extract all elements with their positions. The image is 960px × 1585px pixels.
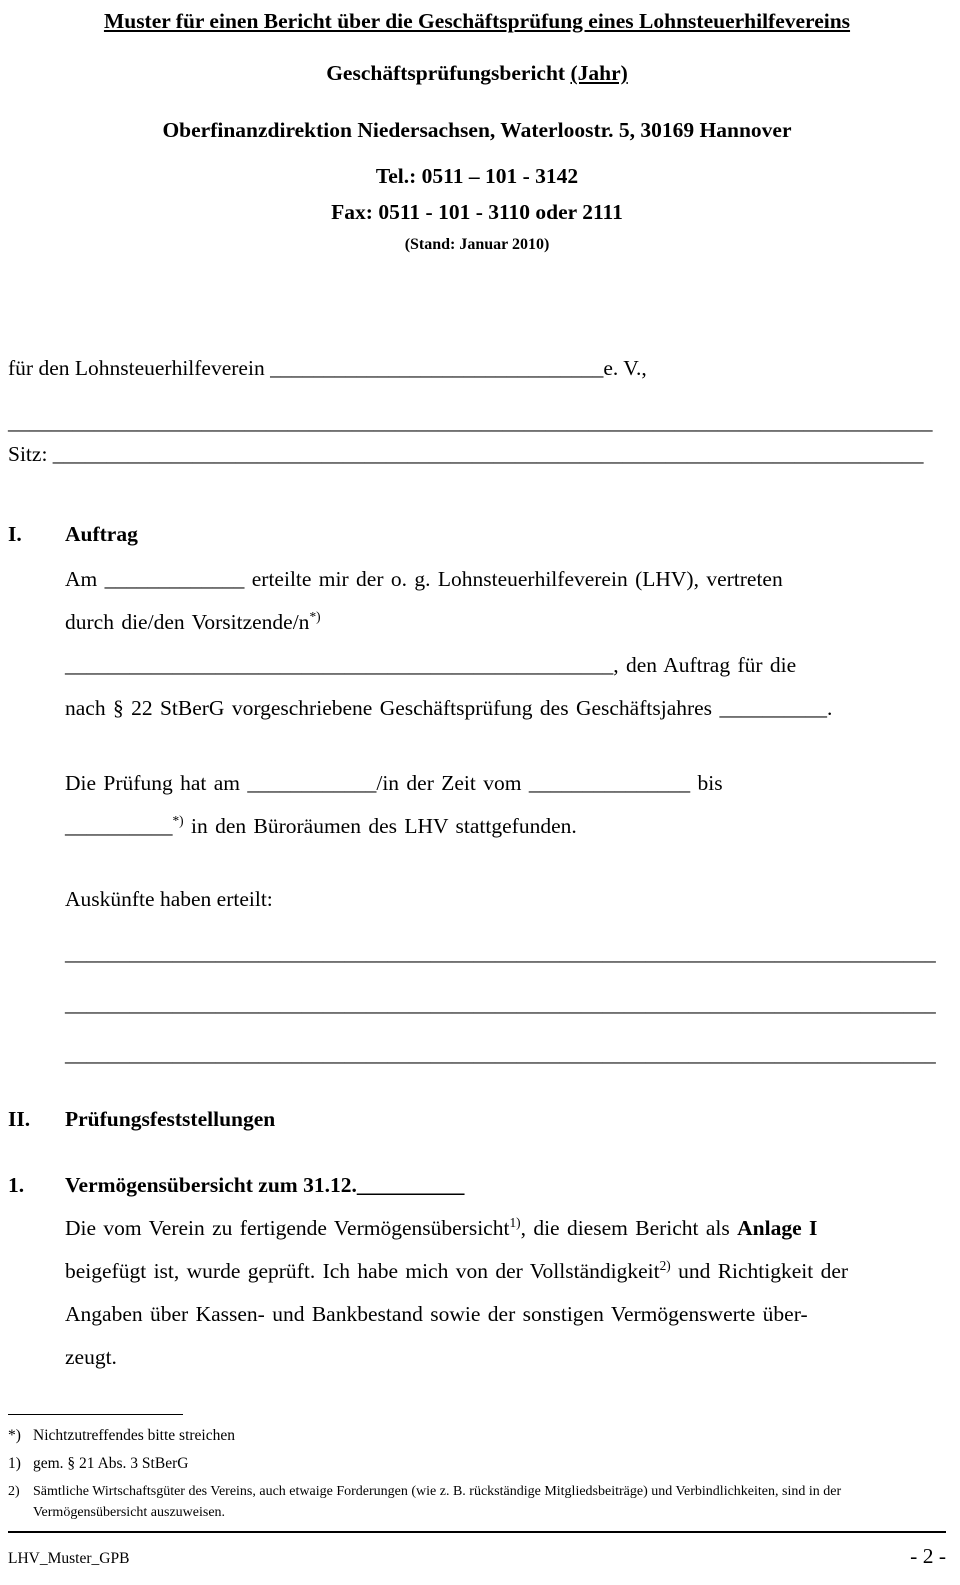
text-segment: Vermögensübersicht zum 31.12. (65, 1172, 357, 1197)
sitz-line (8, 439, 946, 469)
text-line (65, 1250, 946, 1293)
text-line: zeugt. (65, 1345, 117, 1370)
report-year: (Jahr) (570, 61, 628, 86)
text-segment: /in der Zeit vom (376, 771, 529, 796)
page-bottom (8, 1414, 946, 1571)
text-segment: . (826, 696, 833, 721)
issuer-address: Oberfinanzdirektion Niedersachsen, Waterloostr. 5, 30169 Hannover (162, 118, 792, 143)
footnote-marker: *) (8, 1427, 21, 1445)
verein-suffix: e. V., (603, 355, 647, 380)
auskuenfte-label: Auskünfte haben erteilt: (65, 887, 273, 912)
footnote-star (8, 1422, 946, 1450)
text-line (65, 805, 946, 848)
fill-blank-line: _________________________________________________________________________________ (65, 941, 936, 966)
fill-blank: _________________________________________________________________________________ (52, 442, 924, 467)
footnote-text: gem. § 21 Abs. 3 StBerG (33, 1455, 189, 1473)
page-number: - 2 - (910, 1543, 946, 1568)
fill-blank-line: _________________________________________________________________________________ (65, 991, 936, 1016)
text-segment: bis (690, 771, 723, 796)
footnote-2 (8, 1481, 946, 1523)
fill-blank: __________ (719, 696, 827, 721)
fill-blank: _____________ (104, 567, 245, 592)
paragraph-auftrag (65, 558, 946, 730)
phone-line: Tel.: 0511 – 101 - 3142 (375, 164, 579, 189)
item-heading-vermoegensuebersicht (8, 1170, 946, 1200)
fill-blank-line: _________________________________________________________________________________ (65, 1042, 936, 1067)
verein-line (8, 353, 946, 383)
fill-blank: ___________________________________________________ (65, 653, 614, 678)
text-line (65, 1207, 946, 1250)
text-segment: , die diesem Bericht als (520, 1216, 738, 1241)
sitz-label: Sitz: (8, 442, 53, 467)
text-line (65, 762, 946, 805)
section-title: Prüfungsfeststellungen (65, 1106, 276, 1131)
text-segment: und Richtigkeit der (670, 1259, 849, 1284)
footnote-text: Sämtliche Wirtschaftsgüter des Vereins, auch etwaige Forderungen (wie z. B. rückständige Mitgliedsbeiträge) und Verbindlichkeiten, sind in der Vermögensübersicht auszuweisen. (33, 1483, 842, 1520)
text-line: Angaben über Kassen- und Bankbestand sowie der sonstigen Vermögenswerte über- (65, 1302, 808, 1327)
footnote-text: Nichtzutreffendes bitte streichen (33, 1427, 235, 1445)
section-title: Auftrag (65, 522, 138, 547)
report-title (8, 58, 946, 88)
footnote-separator (8, 1414, 183, 1415)
text-segment: Am (65, 567, 105, 592)
text-segment: erteilte mir der o. g. Lohnsteuerhilfeverein (LHV), vertreten (244, 567, 783, 592)
text-line (65, 601, 946, 644)
footnote-ref-star: *) (172, 813, 184, 829)
item-number: 1. (8, 1172, 25, 1197)
section-number: I. (8, 522, 22, 547)
footnote-1 (8, 1450, 946, 1478)
footnote-marker: 1) (8, 1455, 21, 1473)
section-heading-pruefungsfeststellungen (8, 1104, 946, 1134)
section-heading-auftrag (8, 519, 946, 549)
text-line (65, 644, 946, 687)
fill-blank: __________ (65, 814, 173, 839)
paragraph-vermoegensuebersicht (65, 1207, 946, 1379)
text-segment: Die vom Verein zu fertigende Vermögensübersicht (65, 1216, 510, 1241)
text-line (65, 687, 946, 730)
paragraph-pruefung (65, 762, 946, 848)
text-segment: nach § 22 StBerG vorgeschriebene Geschäftsprüfung des Geschäftsjahres (65, 696, 720, 721)
fill-blank-lines (65, 928, 946, 1080)
fill-blank: __________ (356, 1172, 465, 1197)
footnote-ref-1: 1) (509, 1214, 521, 1230)
text-segment: beigefügt ist, wurde geprüft. Ich habe mich von der Vollständigkeit (65, 1259, 660, 1284)
footer-rule (8, 1531, 946, 1533)
text-segment: Die Prüfung hat am (65, 771, 248, 796)
document-title: Muster für einen Bericht über die Geschäftsprüfung eines Lohnsteuerhilfevereins (103, 9, 851, 33)
footnote-ref-2: 2) (659, 1257, 671, 1273)
section-number: II. (8, 1106, 31, 1131)
page-footer (8, 1541, 946, 1571)
item-title (65, 1170, 464, 1200)
text-segment: , den Auftrag für die (613, 653, 797, 678)
footnote-ref-star: *) (309, 609, 321, 625)
fill-blank: _______________ (528, 771, 691, 796)
version-date: (Stand: Januar 2010) (404, 236, 550, 254)
anlage-reference: Anlage I (737, 1216, 818, 1241)
fax-line: Fax: 0511 - 101 - 3110 oder 2111 (331, 200, 623, 225)
report-title-label: Geschäftsprüfungsbericht (326, 61, 571, 86)
footnote-marker: 2) (8, 1483, 20, 1499)
text-segment: in den Büroräumen des LHV stattgefunden. (183, 814, 577, 839)
text-line (65, 558, 946, 601)
text-segment: durch die/den Vorsitzende/n (65, 610, 310, 635)
document-id: LHV_Muster_GPB (8, 1549, 130, 1567)
fill-blank-line: ______________________________________________________________________________________ (8, 409, 933, 434)
verein-label: für den Lohnsteuerhilfeverein (8, 355, 271, 380)
fill-blank: _______________________________ (270, 355, 604, 380)
fill-blank: ____________ (247, 771, 377, 796)
